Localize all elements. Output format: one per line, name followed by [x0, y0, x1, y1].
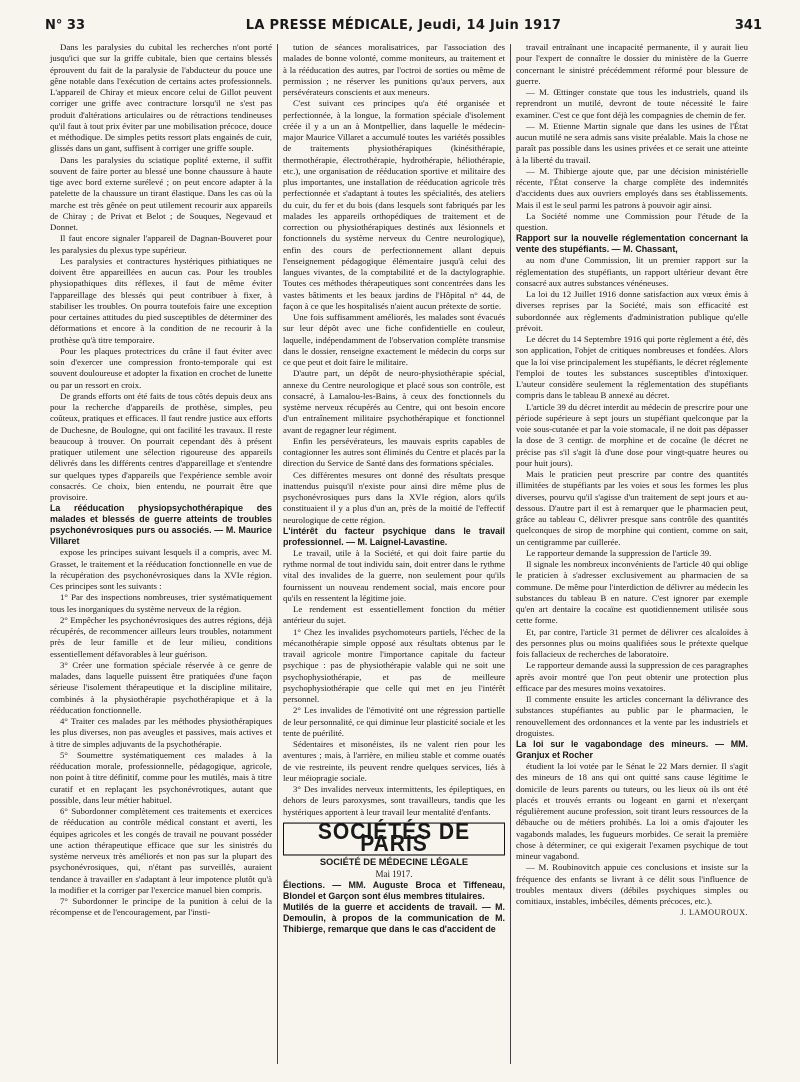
paragraph: 2° Les invalides de l'émotivité ont une régression partielle de leur personnalité, ce qui diminue leur plasticité sociale et les tente de puérilité.	[283, 705, 505, 738]
section-heading: L'intérêt du facteur psychique dans le travail professionnel. — M. Laignel-Lavastine.	[283, 525, 505, 547]
column-rule	[277, 44, 278, 1064]
paragraph: Il signale les nombreux inconvénients de l'article 40 qui oblige le praticien à s'adresser exclusivement au pharmacien de sa commune. De même pour l'interdiction de délivrer au médecin les substances du tableau B en nature. C'est ignorer par exemple qu'en art dentaire la cocaïne est quotidiennement utilisée sous cette forme.	[516, 559, 748, 626]
paragraph: — M. Roubinovitch appuie ces conclusions et insiste sur la fréquence des enfants se livrant à ce délit sous l'influence de troubles mentaux divers (débiles psychiques simples ou comitiaux, instables, imbéciles, déments précoces, etc.).	[516, 862, 748, 906]
paragraph: Il faut encore signaler l'appareil de Dagnan-Bouveret pour les paralysies du plexus type supérieur.	[50, 233, 272, 255]
paragraph: tution de séances moralisatrices, par l'association des malades de bonne volonté, comme moniteurs, au traitement et à la rééducation des autres, par l'octroi de sorties ou même de permission ; ne réserver les punitions qu'aux pervers, aux persévérateurs conscients et aux meneurs.	[283, 42, 505, 97]
paragraph: 3° Des invalides nerveux intermittents, les épileptiques, en dehors de leurs paroxysmes, sont travailleurs, tandis que les hystériques apportent à leur travail leur mentalité d'enfants.	[283, 784, 505, 817]
paragraph: Le rapporteur demande la suppression de l'article 39.	[526, 547, 712, 558]
paragraph: 6° Subordonner complètement ces traitements et exercices de rééducation au contrôle médical constant et averti, les équipes agricoles et les congés de travail ne pouvant posséder une action thérapeutique efficace que sur les sinistrés du système nerveux très améliorés et non pas sur la plupart des psychonévrosiques, qui, n'étant pas surveillés, auraient tendance à travailler en s'adaptant à leur impotence plutôt qu'à la modifier et la corriger par l'exercice manuel bien compris.	[50, 806, 272, 895]
paragraph: Enfin les persévérateurs, les mauvais esprits capables de contagionner les autres sont éliminés du Centre et placés par la direction du Service de Santé dans des formations spéciales.	[283, 435, 505, 469]
paragraph: Il commente ensuite les articles concernant la délivrance des substances stupéfiantes au public par le pharmacien, le renouvellement des ordonnances et la vente par les industriels et droguistes.	[516, 694, 748, 738]
column-3	[516, 42, 748, 919]
section-heading: La rééducation physiopsychothérapique des malades et blessés de guerre atteints de troubles psychonévrosiques purs ou associés. — M. Maurice Villaret	[50, 503, 272, 547]
column-1	[50, 42, 272, 919]
paragraph: La loi du 12 Juillet 1916 donne satisfaction aux vœux émis à diverses reprises par la Société, mais son efficacité est subordonnée aux règlements d'administration publique qu'elle prévoit.	[516, 289, 748, 333]
paragraph: Et, par contre, l'article 31 permet de délivrer ces alcaloïdes à des personnes plus ou moins qualifiées sous le prétexte quelque fois fallacieux de recherches de laboratoire.	[516, 626, 748, 659]
paragraph: La Société nomme une Commission pour l'étude de la question.	[516, 210, 748, 232]
paragraph: Sédentaires et misonéistes, ils ne valent rien pour les aventures ; mais, à l'arrière, en milieu stable et comme ouatés de vie restreinte, ils peuvent rendre quelques services, liés à leur méiopragie sociale.	[283, 739, 505, 783]
paragraph: Ces différentes mesures ont donné des résultats presque inattendus puisqu'il n'existe pour ainsi dire même plus de psychonévrosiques purs dans la XVIe région, alors qu'ils constituaient il y a plus d'un an, près de la moitié de l'effectif neurologique de cette région.	[283, 469, 505, 525]
paragraph: Les paralysies et contractures hystériques pithiatiques ne doivent être appareillées en aucun cas. Pour les troubles physiopathiques dits réflexes, il faut de même éviter l'appareillage des blessés qui peut contribuer à fixer, à stabiliser les troubles. On pourra toutefois faire une exception pour certaines attitudes du pied susceptibles de déterminer des déformations et encore à la condition de ne recourir à la prothèse qu'à titre temporaire.	[50, 255, 272, 345]
paragraph: — M. Œttinger constate que tous les industriels, quand ils reprendront un mutilé, devront de toute nécessité le faire examiner. C'est ce que font déjà les compagnies de chemin de fer.	[516, 87, 748, 120]
paragraph: Le rapporteur demande aussi la suppression de ces paragraphes après avoir montré que l'on peut obtenir une protection plus efficace par des mesures moins vexatoires.	[516, 660, 748, 693]
paragraph: Le décret du 14 Septembre 1916 qui porte règlement a été, dès son application, l'objet de critiques nombreuses et fondées. Alors que la loi vise principalement les stupéfiants, le décret réglemente l'emploi de toutes les substances susceptibles d'intoxiquer. L'auteur considère seulement la réglementation des stupéfiants compris dans le tableau B annexé au décret.	[516, 334, 748, 401]
paragraph: étudient la loi votée par le Sénat le 22 Mars dernier. Il s'agit des mineurs de 18 ans qui ont quitté sans cause légitime le domicile de leurs parents ou tuteurs, ou les lieux où ils ont été placés et trouvés errants ou logeant en garni et n'exerçant régulièrement aucune profession, soit tirant leurs ressources de la débauche ou de métiers prohibés. La loi a omis d'ajouter les vagabonds malades, les fugueurs morbides. Ce serait la première chose à déterminer, ce qui exigerait l'examen psychique de tout mineur vagabond.	[516, 761, 748, 861]
session-date: Mai 1917.	[375, 868, 413, 879]
paragraph: 1° Chez les invalides psychomoteurs partiels, l'échec de la mécanothérapie simple opposé aux résultats obtenus par le travail agricole montre l'importance capitale du facteur psychique : pas de physiothérapie valable qui ne soit une psychophysiothérapie, et pas de meilleure psychophysiothérapie que celle qui met en jeu l'intérêt personnel.	[283, 626, 505, 704]
paragraph: au nom d'une Commission, lit un premier rapport sur la réglementation des stupéfiants, un rapport ultérieur devant être consacré aux autres substances vénéneuses.	[516, 255, 748, 288]
paragraph: expose les principes suivant lesquels il a compris, avec M. Grasset, le traitement et la rééducation fonctionnelle en vue de la récupération des psychonévrosiques dans la XVIe région. Ces principes sont les suivants :	[50, 547, 272, 591]
page-number: 341	[734, 18, 762, 33]
paragraph: 4° Traiter ces malades par les méthodes physiothérapiques les plus diverses, non pas aveugles et passives, mais actives et à titre de simples adjuvants de la psychothérapie.	[50, 716, 272, 749]
paragraph: 7° Subordonner le principe de la punition à celui de la récompense et de l'encouragement, par l'insti-	[50, 896, 272, 918]
section-heading: La loi sur le vagabondage des mineurs. — MM. Granjux et Rocher	[516, 739, 748, 760]
paragraph: 1° Par des inspections nombreuses, trier systématiquement tous les inorganiques du système nerveux de la région.	[50, 592, 272, 614]
paragraph: Dans les paralysies du sciatique poplité externe, il suffit souvent de faire porter au blessé une bonne chaussure à haute tige avec bord externe surélevé ; on peut encore adapter à la patelette de la chaussure un tirant élastique. Dans les cas où la marche est très gênée on peut utilement recourir aux appareils de Chiray ; de Privat et Belot ; de Souques, Negevaud et Donnet.	[50, 154, 272, 232]
society-name: SOCIÉTÉ DE MÉDECINE LÉGALE	[319, 857, 469, 868]
paragraph: Le travail, utile à la Société, et qui doit faire partie du rythme normal de tout individu sain, doit entrer dans le rythme vital des invalides de la guerre, non seulement pour qu'ils fournissent un nouveau rendement social, mais encore pour qu'ils en ressentent la légitime joie.	[283, 547, 505, 603]
paragraph: Pour les plaques protectrices du crâne il faut éviter avec soin d'exercer une compression fronto-temporale qui est souvent douloureuse et adopter la fixation en crochet de lunette ou par un ressort en croix.	[50, 345, 272, 390]
paragraph: Le rendement est essentiellement fonction du métier antérieur du sujet.	[283, 604, 505, 626]
journal-title: LA PRESSE MÉDICALE, Jeudi, 14 Juin 1917	[245, 18, 562, 33]
paragraph: L'article 39 du décret interdit au médecin de prescrire pour une période supérieure à sept jours un stupéfiant quelconque par la voie sous-cutanée et par la voie stomacale, il ne doit pas dépasser la dose de 3 centigr. de morphine et de cocaïne (le décret ne précise pas s'il s'agit là d'une dose pour vingt-quatre heures ou pour huit jours).	[516, 401, 748, 468]
paragraph: Dans les paralysies du cubital les recherches n'ont porté jusqu'ici que sur la griffe cubitale, bien que certains blessés éprouvent du fait de la paralysie de l'abducteur du pouce une gêne notable dans l'exécution de certains actes professionnels. L'appareil de Chiray et mieux encore celui de Gillot peuvent corriger une griffe avec contracture lorsqu'il ne s'est pas produit d'altérations articulaires ou de rétractions tendineuses qu'il faut à tout prix éviter par une mobilisation précoce, douce et méthodique. De simples petits ressort plats engainés de cuir, glissés dans un gant, suffisent à corriger une griffe souple.	[50, 42, 272, 154]
paragraph: travail entraînant une incapacité permanente, il y aurait lieu pour l'expert de connaître le dossier du ministère de la Guerre concernant le sinistré précédemment réformé pour blessure de guerre.	[516, 42, 748, 86]
paragraph: De grands efforts ont été faits de tous côtés depuis deux ans pour la recherche d'appareils de prothèse, simples, peu coûteux, pratiques et efficaces. Il faut rendre justice aux efforts de Duchesne, de Boulogne, qui ont facilité les travaux. Il reste beaucoup à trouver. On pourrait cependant dès à présent pratiquer utilement une sélection rigoureuse des appareils délivrés dans les différents centres d'appareillage et s'entendre sur quelques types d'appareils que l'expérience semble avoir consacrés. Ce choix, bien entendu, ne pourrait être que provisoire.	[50, 390, 272, 502]
paragraph: 3° Créer une formation spéciale réservée à ce genre de malades, dans laquelle puissent être pratiquées d'une façon sérieuse l'isolement thérapeutique et la discipline militaire, combinés à la physiothérapie psychothérapique et à la rééducation fonctionnelle.	[50, 659, 272, 715]
section-heading: Rapport sur la nouvelle réglementation concernant la vente des stupéfiants. — M. Chassant,	[516, 233, 748, 255]
page-header	[45, 18, 762, 40]
paragraph: 5° Soumettre systématiquement ces malades à la rééducation morale, professionnelle, pédagogique, agricole, non point à titre définitif, comme pour les mutilés, mais à titre curatif et en replaçant les psychonévrotiques, autant que possible, dans leur métier habituel.	[50, 749, 272, 805]
paragraph: — M. Thibierge ajoute que, par une décision ministérielle récente, l'État conserve la charge complète des indemnités d'accidents dues aux ouvriers employés dans ses établissements. Mais il est le seul parmi les patrons à pouvoir agir ainsi.	[516, 165, 748, 210]
paragraph: Mais le praticien peut prescrire par contre des quantités illimitées de stupéfiants par les voies et sous les formes les plus diverses, pourvu qu'il s'agisse d'un traitement de sept jours et au-dessous. D'autre part il est à remarquer que le pharmacien peut, grâce au tableau C, délivrer presque sans contrôle des quantités quelconques de sirop de morphine qui contient, comme on sait, un centigramme par cuillerée.	[516, 469, 748, 547]
mutiles-paragraph: Mutilés de la guerre et accidents de travail. — M. Demoulin, à propos de la communication de M. Thibierge, remarque que dans le cas d'accident de	[283, 901, 505, 934]
paragraph: — M. Etienne Martin signale que dans les usines de l'État aucun mutilé ne sera admis sans visite préalable. Mais la chose ne paraît pas possible dans les usines privées et ce serait une atteinte à la liberté du travail.	[516, 120, 748, 165]
paragraph: 2° Empêcher les psychonévrosiques des autres régions, déjà récupérés, de recommencer ailleurs leurs troubles, notamment près de leur famille et de leur milieu, conditions essentiellement défavorables à leur guérison.	[50, 614, 272, 659]
issue-number: N° 33	[45, 18, 85, 33]
paragraph: C'est suivant ces principes qu'a été organisée et perfectionnée, à la longue, la formation spéciale d'isolement créée il y a un an à Montpellier, dans laquelle le médecin-major Maurice Villaret a accumulé toutes les variétés possibles de traitements physiothérapiques (kinésithérapie, thermothérapie, électrothérapie, hydrothérapie, héliothérapie, etc.), une organisation de rééducation sportive et militaire des plus importantes, une installation de rééducation agricole très perfectionnée et s'adaptant à toutes les spécialités, des ateliers du cuir, du fer et du bois (dans lesquels sont fabriqués par les malades les appareils orthopédiques de traitement et de correction ou physiothérapiques destinés aux lésionnels et fonctionnels du système nerveux du Centre neurologique), enfin des cours de perfectionnement allant depuis l'enseignement pédagogique élémentaire jusqu'à celui des langues vivantes, de la comptabilité et de la dactylographie. Toutes ces méthodes thérapeutiques sont concentrées dans les vastes bâtiments et les beaux jardins de l'Hôpital n° 44, de façon à ce que les hospitalisés n'aient aucun prétexte de sortie.	[283, 98, 505, 311]
author-signature: J. LAMOUROUX.	[680, 908, 748, 918]
elections-paragraph: Élections. — MM. Auguste Broca et Tiffeneau, Blondel et Garçon sont élus membres titulaires.	[283, 879, 505, 901]
societes-banner: SOCIÉTÉS DE PARIS	[283, 822, 505, 854]
column-2	[283, 42, 505, 935]
paragraph: D'autre part, un dépôt de neuro-physiothérapie spécial, annexe du Centre neurologique et placé sous son contrôle, est consacré, à Lamalou-les-Bains, à ceux des fonctionnels du système nerveux récupérés au Centre, qui ont besoin encore d'un entraînement militaire psychothérapique et fonctionnel avant de regagner leur régiment.	[283, 368, 505, 435]
paragraph: Une fois suffisamment améliorés, les malades sont évacués sur leur dépôt avec une fiche confidentielle en couleur, laquelle, indépendamment de l'observation complète transmise dans le dossier, renseigne exactement le médecin du corps sur ce que peut et doit faire le militaire.	[283, 312, 505, 367]
column-rule	[510, 44, 511, 1064]
